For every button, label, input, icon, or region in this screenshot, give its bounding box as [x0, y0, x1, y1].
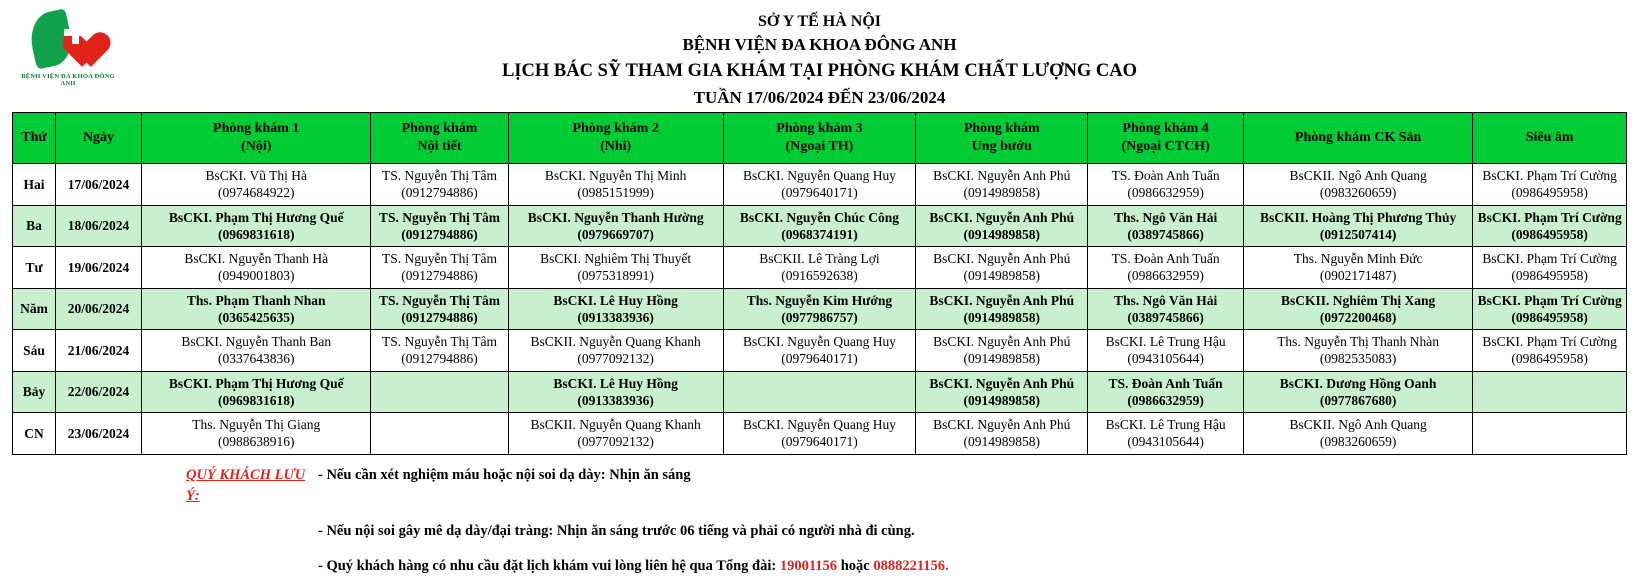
- doctor-phone: (0986495958): [1511, 268, 1588, 284]
- logo-mark-icon: [31, 10, 105, 72]
- doctor-name: Ths. Nguyễn Kim Hướng: [746, 292, 893, 308]
- cell-doctor: [142, 205, 371, 247]
- doctor-name: BsCKI. Vũ Thị Hà: [205, 168, 307, 183]
- cell-weekday: CN: [13, 413, 56, 455]
- cell-doctor: [1088, 164, 1244, 206]
- doctor-name: BsCKI. Nguyễn Chúc Công: [739, 209, 899, 225]
- doctor-name: BsCKII. Lê Tràng Lợi: [759, 251, 880, 267]
- doctor-name: BsCKI. Phạm Thị Hương Quế: [168, 209, 344, 225]
- cell-doctor: [371, 330, 508, 372]
- doctor-phone: (0977986757): [781, 309, 858, 325]
- doctor-phone: (0968374191): [781, 226, 858, 242]
- cell-doctor: [1473, 205, 1627, 247]
- doctor-phone: (0389745866): [1127, 226, 1204, 242]
- table-row: [13, 371, 1627, 413]
- cell-weekday: Năm: [13, 288, 56, 330]
- doctor-phone: (0986495958): [1511, 351, 1588, 367]
- doctor-phone: (0912794886): [401, 309, 478, 325]
- doctor-name: TS. Nguyễn Thị Tâm: [378, 209, 501, 225]
- cell-doctor: [723, 205, 916, 247]
- doctor-phone: (0982535083): [1319, 351, 1397, 367]
- schedule-table: [12, 112, 1627, 455]
- note-row-1: [0, 465, 1639, 509]
- cell-doctor: [916, 413, 1088, 455]
- doctor-name: TS. Nguyễn Thị Tâm: [382, 168, 498, 183]
- cell-doctor: [1473, 330, 1627, 372]
- doctor-phone: (0988638916): [217, 434, 295, 450]
- doctor-name: Ths. Ngô Văn Hải: [1113, 292, 1218, 308]
- col-header-ungbuou-top: Phòng khám: [963, 121, 1040, 137]
- cell-doctor: [508, 247, 723, 289]
- doctor-name: BsCKI. Phạm Trí Cường: [1482, 251, 1617, 267]
- doctor-phone: (0986495958): [1511, 309, 1588, 325]
- week-range: TUẦN 17/06/2024 ĐẾN 23/06/2024: [693, 87, 946, 107]
- cross-icon-horizontal: [64, 29, 87, 36]
- doctor-name: TS. Đoàn Anh Tuấn: [1111, 168, 1220, 183]
- col-header-pk4-top: Phòng khám 4: [1122, 121, 1209, 137]
- col-header-pk3-bottom: (Ngoại TH): [785, 139, 854, 154]
- cell-doctor: [1243, 164, 1472, 206]
- table-head: [13, 113, 1627, 164]
- col-header-sieuam-top: Siêu âm: [1525, 130, 1574, 146]
- cell-doctor: [1088, 330, 1244, 372]
- cell-doctor: [371, 247, 508, 289]
- col-header-pk4: [1088, 113, 1244, 164]
- doctor-name: Ths. Nguyễn Thị Thanh Nhàn: [1277, 334, 1440, 350]
- doctor-phone: (0983260659): [1319, 434, 1397, 450]
- cell-date: 21/06/2024: [56, 330, 142, 372]
- table-body: [13, 164, 1627, 455]
- cell-doctor: [916, 205, 1088, 247]
- doctor-name: BsCKII. Ngô Anh Quang: [1289, 417, 1427, 433]
- doctor-name: BsCKI. Dương Hồng Oanh: [1279, 375, 1437, 391]
- header-row: [13, 113, 1627, 164]
- col-header-pk3-top: Phòng khám 3: [776, 121, 863, 137]
- cell-doctor: [1088, 371, 1244, 413]
- doctor-name: TS. Đoàn Anh Tuấn: [1108, 375, 1223, 391]
- cell-doctor: [1088, 247, 1244, 289]
- department-title: SỞ Y TẾ HÀ NỘI: [758, 13, 881, 30]
- title-block: [0, 0, 1639, 110]
- cell-doctor: [916, 330, 1088, 372]
- cell-doctor: [371, 413, 508, 455]
- schedule-table-wrap: [0, 112, 1639, 455]
- hospital-title: BỆNH VIỆN ĐA KHOA ĐÔNG ANH: [682, 35, 957, 55]
- cell-doctor: [1088, 413, 1244, 455]
- doctor-name: Ths. Ngô Văn Hải: [1113, 209, 1218, 225]
- cell-doctor: [1243, 413, 1472, 455]
- doctor-phone: (0914989858): [963, 434, 1040, 450]
- doctor-phone: (0913383936): [577, 392, 654, 408]
- doctor-phone: (0914989858): [963, 392, 1040, 408]
- cell-doctor: [508, 205, 723, 247]
- table-row: [13, 205, 1627, 247]
- doctor-name: BsCKI. Nguyễn Anh Phú: [933, 334, 1071, 350]
- cell-doctor: [723, 247, 916, 289]
- cell-doctor: [916, 288, 1088, 330]
- doctor-name: BsCKI. Nguyễn Anh Phú: [929, 292, 1075, 308]
- cell-doctor: [723, 330, 916, 372]
- cell-doctor: [723, 371, 916, 413]
- table-row: [13, 413, 1627, 455]
- table-row: [13, 247, 1627, 289]
- cell-doctor: [1243, 330, 1472, 372]
- cell-doctor: [916, 371, 1088, 413]
- cell-date: 22/06/2024: [56, 371, 142, 413]
- col-header-pk1-top: Phòng khám 1: [213, 121, 300, 137]
- doctor-phone: (0975318991): [577, 268, 654, 284]
- doctor-name: Ths. Nguyễn Minh Đức: [1293, 251, 1423, 267]
- doctor-phone: (0969831618): [217, 226, 295, 242]
- doctor-name: BsCKI. Nguyễn Thanh Hường: [527, 209, 704, 225]
- document-title: LỊCH BÁC SỸ THAM GIA KHÁM TẠI PHÒNG KHÁM CHẤT LƯỢNG CAO: [501, 60, 1138, 81]
- doctor-phone: (0977092132): [577, 434, 654, 450]
- notes-section: [0, 455, 1639, 578]
- doctor-phone: (0914989858): [963, 309, 1040, 325]
- note-text-1: - Nếu cần xét nghiệm máu hoặc nội soi dạ dày: Nhịn ăn sáng: [318, 466, 691, 483]
- cell-doctor: [1473, 164, 1627, 206]
- doctor-phone: (0912794886): [401, 226, 478, 242]
- cell-doctor: [1473, 371, 1627, 413]
- cell-doctor: [1088, 205, 1244, 247]
- cell-date: 18/06/2024: [56, 205, 142, 247]
- col-header-noitiet-top: Phòng khám: [401, 121, 478, 137]
- doctor-name: BsCKII. Ngô Anh Quang: [1289, 168, 1427, 183]
- doctor-phone: (0949001803): [217, 268, 295, 284]
- cell-doctor: [508, 164, 723, 206]
- doctor-phone: (0972200468): [1319, 309, 1397, 325]
- doctor-phone: (0916592638): [781, 268, 858, 284]
- hotline-primary[interactable]: 19001156: [779, 557, 838, 574]
- doctor-name: BsCKI. Nguyễn Anh Phú: [929, 375, 1075, 391]
- col-header-pk3: [723, 113, 916, 164]
- doctor-phone: (0977092132): [577, 351, 654, 367]
- note-text-3-prefix: - Quý khách hàng có nhu cầu đặt lịch khám vui lòng liên hệ qua Tổng đài:: [318, 557, 780, 574]
- doctor-name: Ths. Phạm Thanh Nhan: [186, 292, 326, 308]
- doctor-name: BsCKI. Nguyễn Anh Phú: [933, 417, 1071, 433]
- cell-doctor: [723, 288, 916, 330]
- col-header-cksan: [1243, 113, 1472, 164]
- doctor-name: BsCKII. Nguyễn Quang Khanh: [530, 334, 701, 350]
- doctor-phone: (0986495958): [1511, 226, 1588, 242]
- doctor-name: TS. Nguyễn Thị Tâm: [382, 334, 498, 350]
- doctor-name: BsCKI. Lê Trung Hậu: [1105, 417, 1226, 433]
- document-header: [0, 0, 1639, 112]
- doctor-phone: (0983260659): [1319, 185, 1397, 201]
- cell-doctor: [916, 164, 1088, 206]
- col-header-thu-top: Thứ: [21, 130, 47, 146]
- doctor-name: BsCKI. Lê Huy Hồng: [553, 292, 678, 308]
- col-header-cksan-top: Phòng khám CK Sản: [1294, 130, 1422, 146]
- doctor-phone: (0914989858): [963, 268, 1040, 284]
- cell-doctor: [371, 205, 508, 247]
- col-header-ngay: [56, 113, 142, 164]
- cell-doctor: [142, 288, 371, 330]
- logo-caption: BỆNH VIỆN ĐA KHOA ĐÔNG ANH: [21, 73, 115, 88]
- cell-weekday: Sáu: [13, 330, 56, 372]
- col-header-ungbuou: [916, 113, 1088, 164]
- doctor-phone: (0943105644): [1127, 351, 1204, 367]
- note-text-2: - Nếu nội soi gây mê dạ dày/đại tràng: Nhịn ăn sáng trước 06 tiếng và phải có người nhà đi cùng.: [318, 523, 915, 540]
- doctor-phone: (0913383936): [577, 309, 654, 325]
- cell-doctor: [1243, 371, 1472, 413]
- col-header-noitiet: [371, 113, 508, 164]
- col-header-sieuam: [1473, 113, 1627, 164]
- cell-doctor: [142, 371, 371, 413]
- doctor-name: BsCKI. Nguyễn Quang Huy: [742, 334, 896, 350]
- cell-weekday: Ba: [13, 205, 56, 247]
- doctor-phone: (0365425635): [217, 309, 295, 325]
- note-text-3: [318, 556, 949, 578]
- col-header-pk2-bottom: (Nhi): [600, 139, 632, 154]
- doctor-phone: (0912794886): [401, 351, 478, 367]
- cell-doctor: [723, 413, 916, 455]
- doctor-name: BsCKI. Nguyễn Quang Huy: [742, 417, 896, 433]
- table-row: [13, 164, 1627, 206]
- cell-doctor: [1243, 288, 1472, 330]
- doctor-phone: (0912507414): [1319, 226, 1397, 242]
- doctor-name: BsCKI. Nguyễn Anh Phú: [929, 209, 1075, 225]
- doctor-name: BsCKI. Nghiêm Thị Thuyết: [540, 251, 692, 267]
- doctor-phone: (0985151999): [577, 185, 654, 201]
- doctor-name: BsCKI. Phạm Trí Cường: [1482, 334, 1617, 350]
- hospital-logo: [14, 8, 122, 100]
- cell-doctor: [142, 330, 371, 372]
- doctor-phone: (0986632959): [1127, 185, 1204, 201]
- doctor-phone: (0912794886): [401, 268, 478, 284]
- col-header-ungbuou-bottom: Ung bướu: [971, 139, 1032, 154]
- note-row-2: [0, 521, 1639, 543]
- note-row-3: [0, 556, 1639, 578]
- doctor-name: TS. Nguyễn Thị Tâm: [378, 292, 501, 308]
- doctor-phone: (0389745866): [1127, 309, 1204, 325]
- cell-date: 20/06/2024: [56, 288, 142, 330]
- doctor-phone: (0979669707): [577, 226, 654, 242]
- cell-doctor: [1473, 247, 1627, 289]
- cell-date: 17/06/2024: [56, 164, 142, 206]
- table-row: [13, 330, 1627, 372]
- doctor-name: Ths. Nguyễn Thị Giang: [192, 417, 321, 433]
- cell-doctor: [1473, 413, 1627, 455]
- cell-doctor: [1243, 205, 1472, 247]
- col-header-pk2-top: Phòng khám 2: [572, 121, 659, 137]
- doctor-phone: (0914989858): [963, 185, 1040, 201]
- cell-doctor: [508, 371, 723, 413]
- doctor-phone: (0914989858): [963, 351, 1040, 367]
- col-header-ngay-top: Ngày: [82, 130, 115, 146]
- cell-doctor: [916, 247, 1088, 289]
- cell-doctor: [1473, 288, 1627, 330]
- doctor-name: BsCKI. Nguyễn Quang Huy: [742, 168, 896, 183]
- col-header-pk1-bottom: (Nội): [241, 139, 272, 154]
- cell-doctor: [371, 164, 508, 206]
- cell-doctor: [371, 371, 508, 413]
- doctor-name: BsCKI. Lê Huy Hồng: [553, 375, 678, 391]
- notes-label: QUÝ KHÁCH LƯU Ý:: [186, 466, 306, 505]
- table-row: [13, 288, 1627, 330]
- doctor-phone: (0969831618): [217, 392, 295, 408]
- cell-date: 23/06/2024: [56, 413, 142, 455]
- col-header-pk2: [508, 113, 723, 164]
- doctor-name: TS. Nguyễn Thị Tâm: [382, 251, 498, 267]
- cell-doctor: [1243, 247, 1472, 289]
- cell-weekday: Tư: [13, 247, 56, 289]
- cell-doctor: [1088, 288, 1244, 330]
- doctor-phone: (0337643836): [217, 351, 295, 367]
- doctor-name: BsCKI. Nguyễn Anh Phú: [933, 168, 1071, 183]
- cell-doctor: [508, 413, 723, 455]
- doctor-phone: (0912794886): [401, 185, 478, 201]
- cell-doctor: [508, 288, 723, 330]
- doctor-name: BsCKI. Nguyễn Thanh Hà: [184, 251, 329, 267]
- doctor-name: BsCKII. Nguyễn Quang Khanh: [530, 417, 701, 433]
- doctor-name: BsCKI. Phạm Trí Cường: [1477, 292, 1622, 308]
- doctor-name: BsCKI. Nguyễn Anh Phú: [933, 251, 1071, 267]
- col-header-noitiet-bottom: Nội tiết: [417, 139, 462, 154]
- col-header-pk4-bottom: (Ngoại CTCH): [1121, 139, 1210, 154]
- cell-doctor: [142, 164, 371, 206]
- note-text-3-middle: hoặc: [837, 557, 874, 574]
- doctor-phone: (0902171487): [1319, 268, 1397, 284]
- cell-doctor: [142, 247, 371, 289]
- doctor-phone: (0974684922): [217, 185, 295, 201]
- doctor-phone: (0977867680): [1319, 392, 1397, 408]
- doctor-phone: (0979640171): [781, 434, 858, 450]
- doctor-name: BsCKI. Nguyễn Thanh Ban: [181, 334, 332, 350]
- doctor-name: BsCKI. Phạm Trí Cường: [1482, 168, 1617, 183]
- doctor-phone: (0979640171): [781, 351, 858, 367]
- cell-doctor: [371, 288, 508, 330]
- doctor-phone: (0979640171): [781, 185, 858, 201]
- doctor-phone: (0914989858): [963, 226, 1040, 242]
- doctor-name: BsCKI. Phạm Trí Cường: [1477, 209, 1622, 225]
- cell-weekday: Hai: [13, 164, 56, 206]
- hotline-secondary[interactable]: 0888221156.: [873, 557, 949, 574]
- doctor-name: BsCKI. Phạm Thị Hương Quế: [168, 375, 344, 391]
- doctor-phone: (0986495958): [1511, 185, 1588, 201]
- doctor-name: TS. Đoàn Anh Tuấn: [1111, 251, 1220, 267]
- doctor-name: BsCKI. Nguyễn Thị Minh: [544, 168, 687, 183]
- doctor-phone: (0986632959): [1127, 392, 1204, 408]
- cell-weekday: Bảy: [13, 371, 56, 413]
- cell-date: 19/06/2024: [56, 247, 142, 289]
- cell-doctor: [723, 164, 916, 206]
- doctor-phone: (0986632959): [1127, 268, 1204, 284]
- col-header-thu: [13, 113, 56, 164]
- col-header-pk1: [142, 113, 371, 164]
- doctor-name: BsCKII. Nghiêm Thị Xang: [1280, 292, 1436, 308]
- doctor-name: BsCKI. Lê Trung Hậu: [1105, 334, 1226, 350]
- cell-doctor: [142, 413, 371, 455]
- doctor-name: BsCKII. Hoàng Thị Phương Thủy: [1259, 209, 1457, 225]
- doctor-phone: (0943105644): [1127, 434, 1204, 450]
- cell-doctor: [508, 330, 723, 372]
